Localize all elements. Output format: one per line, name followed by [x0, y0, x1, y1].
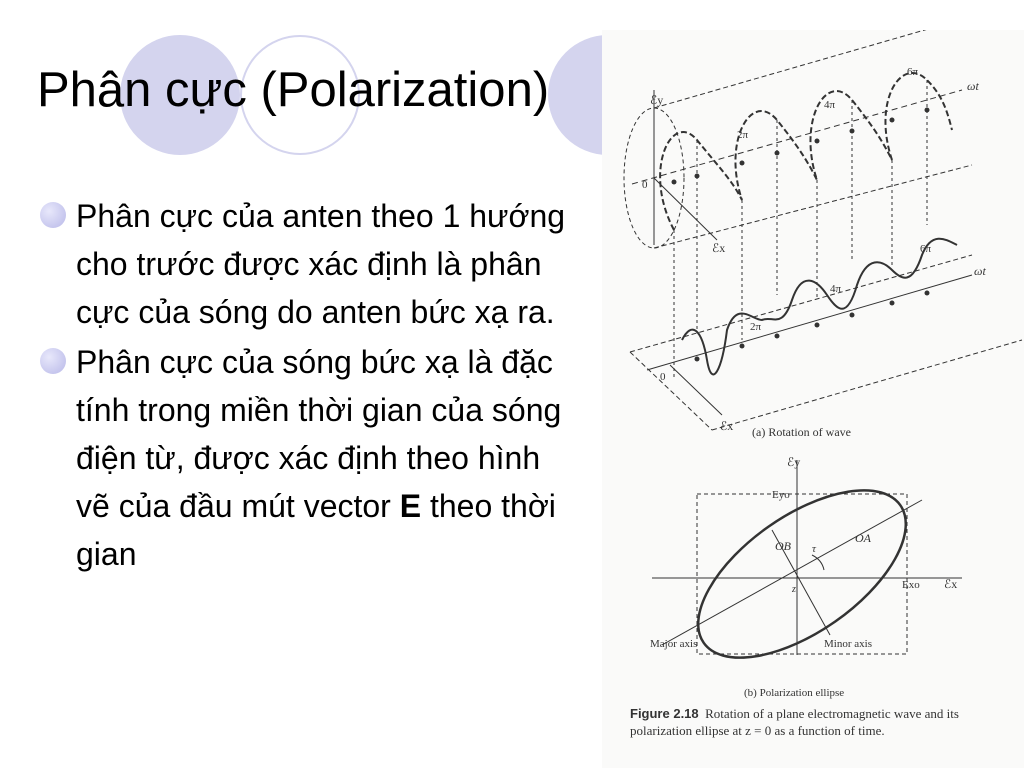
- label-4pi-a: 4π: [824, 99, 836, 111]
- bullet-list: [40, 192, 570, 580]
- plane-top-edge: [630, 255, 972, 352]
- label-ex-ellipse: ℰx: [944, 577, 958, 591]
- cylinder-bottom-edge: [654, 165, 972, 248]
- label-4pi-b: 4π: [830, 283, 842, 295]
- bullet-icon: [40, 202, 66, 228]
- ex-axis-b: [670, 365, 722, 415]
- caption-panel-a: (a) Rotation of wave: [752, 425, 851, 439]
- label-wt-b: ωt: [974, 264, 986, 278]
- figure-caption: [630, 705, 1020, 739]
- polarization-ellipse: [670, 458, 933, 691]
- figure-caption-label: Figure 2.18: [630, 706, 699, 721]
- label-zero-b: 0: [660, 371, 666, 383]
- label-6pi-a: 6π: [907, 66, 919, 78]
- ellipse-diagram: [652, 458, 962, 691]
- label-wt-a: ωt: [967, 79, 979, 93]
- major-axis-line: [662, 500, 922, 645]
- helix-curve: [660, 73, 952, 230]
- figure-caption-text: Rotation of a plane electromagnetic wave and its polarization ellipse at z = 0 as a function of time.: [630, 706, 959, 738]
- polarization-figure: [602, 30, 1024, 768]
- label-6pi-b: 6π: [920, 243, 932, 255]
- label-tau: τ: [812, 543, 816, 555]
- label-ex-a: ℰx: [712, 241, 726, 255]
- wt-axis-b: [647, 275, 972, 370]
- label-ex-b: ℰx: [720, 419, 734, 433]
- bounding-box-dashed: [697, 494, 907, 654]
- vector-e-bold: E: [399, 488, 422, 524]
- label-oa: OA: [855, 531, 871, 545]
- label-zero-a: 0: [642, 179, 648, 191]
- bullet-text: Phân cực của anten theo 1 hướng cho trước được xác định là phân cực của sóng do anten bức xạ ra.: [76, 198, 566, 330]
- slide-title: Phân cực (Polarization): [37, 63, 550, 117]
- bullet-text: Phân cực của sóng bức xạ là đặc tính trong miền thời gian của sóng điện từ, được xác định theo hình vẽ của đầu mút vector E theo thời gian: [76, 344, 562, 572]
- wave-dots: [672, 108, 930, 362]
- wave-cylinder: [624, 30, 1022, 430]
- projected-sine-wave: [682, 239, 957, 375]
- label-minor-axis: Minor axis: [824, 638, 872, 650]
- ex-axis-a: [654, 178, 717, 240]
- bullet-icon: [40, 348, 66, 374]
- caption-panel-b: (b) Polarization ellipse: [744, 687, 845, 699]
- label-ey-ellipse: ℰy: [787, 455, 801, 469]
- label-ey-a: ℰy: [650, 93, 664, 107]
- cylinder-top-edge: [654, 30, 942, 108]
- label-exo: Exo: [902, 579, 920, 591]
- label-2pi-b: 2π: [750, 321, 762, 333]
- label-2pi-a: 2π: [737, 129, 749, 141]
- plane-bottom-edge: [712, 340, 1022, 430]
- bullet-item: [40, 192, 570, 336]
- label-major-axis: Major axis: [650, 638, 698, 650]
- bullet-item: [40, 338, 570, 578]
- label-eyo: Eyo: [772, 489, 790, 501]
- tau-arc: [812, 555, 824, 570]
- plane-side-edge: [630, 352, 712, 430]
- figure-drawing: [602, 30, 1024, 768]
- label-ob: OB: [775, 539, 791, 553]
- label-z: z: [792, 584, 796, 595]
- wt-axis-a: [632, 90, 962, 184]
